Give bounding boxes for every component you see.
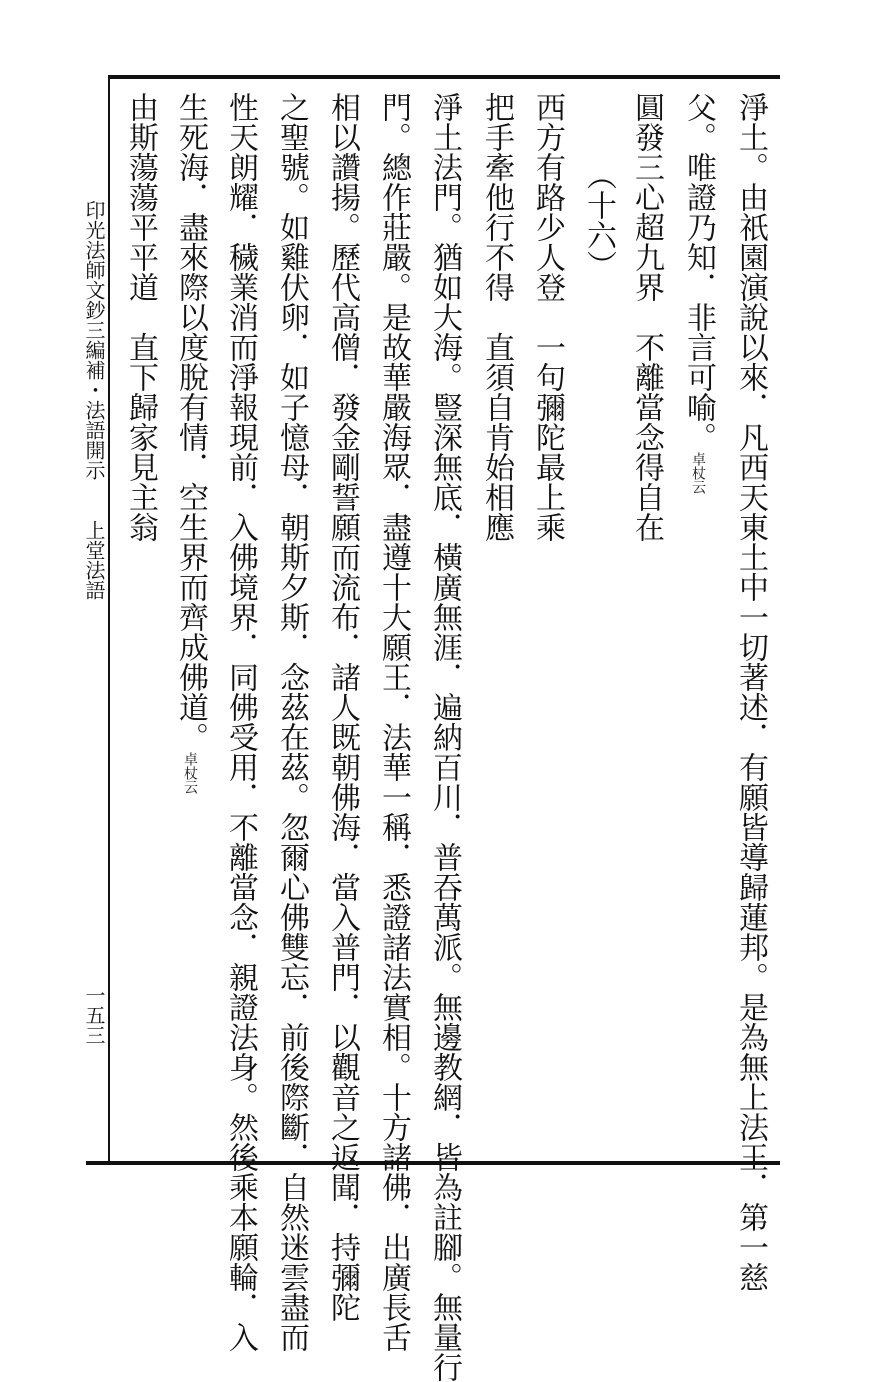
verse-line: 把手牽他行不得	[479, 92, 514, 302]
text-column-2	[678, 92, 716, 494]
column-text: 相以讚揚。歷代高僧．發金剛誓願而流布．諸人既朝佛海．當入普門．以觀音之返聞．持彌陀	[325, 92, 360, 1322]
verse-column-3	[626, 92, 664, 542]
frame-corner	[86, 1161, 108, 1165]
text-column-9	[322, 92, 360, 1322]
text-column-11	[220, 92, 258, 1352]
column-text: 生死海．盡來際以度脫有情．空生界而齊成佛道。	[173, 92, 208, 752]
text-column-12	[170, 92, 208, 794]
text-column-10	[271, 92, 309, 1352]
text-column-8	[373, 92, 411, 1352]
section-heading	[578, 160, 616, 280]
verse-line: 一句彌陀最上乘	[530, 332, 565, 542]
text-column-7	[424, 92, 462, 1382]
text-column-1	[730, 92, 768, 1292]
column-text: 門。總作莊嚴。是故華嚴海眾．盡遵十大願王．法華一稱．悉證諸法實相。十方諸佛．出廣長舌	[376, 92, 411, 1352]
verse-column-6	[476, 92, 514, 542]
annotation-note: 卓杖云	[182, 752, 198, 794]
column-text: 之聖號。如雞伏卵．如子憶母．朝斯夕斯．念茲在茲。忽爾心佛雙忘．前後際斷．自然迷雲盡而	[274, 92, 309, 1352]
annotation-note: 卓杖云	[690, 452, 706, 494]
section-title: 上堂法語	[82, 520, 106, 600]
column-text: 父。唯證乃知．非言可喻。	[681, 92, 716, 452]
verse-line: 圓發三心超九界	[629, 92, 664, 302]
verse-column-5	[527, 92, 565, 542]
verse-line: 直須自肯始相應	[479, 332, 514, 542]
page-number: 一五三	[82, 985, 106, 1045]
column-text: 淨土法門。猶如大海。豎深無底．橫廣無涯．遍納百川．普吞萬派。無邊教網．皆為註腳。無量行	[427, 92, 462, 1382]
verse-column-13	[120, 92, 158, 542]
section-number: （十六）	[581, 160, 616, 280]
column-text: 淨土。由祇園演說以來．凡西天東土中一切著述．有願皆導歸蓮邦。是為無上法王．第一慈	[733, 92, 768, 1292]
column-text: 性天朗耀．穢業消而淨報現前．入佛境界．同佛受用．不離當念．親證法身。然後乘本願輪．入	[223, 92, 258, 1352]
verse-line: 西方有路少人登	[530, 92, 565, 302]
verse-line: 不離當念得自在	[629, 332, 664, 542]
book-title: 印光法師文鈔三編補・法語開示	[82, 200, 106, 480]
verse-line: 由斯蕩蕩平平道	[123, 92, 158, 302]
verse-line: 直下歸家見主翁	[123, 332, 158, 542]
